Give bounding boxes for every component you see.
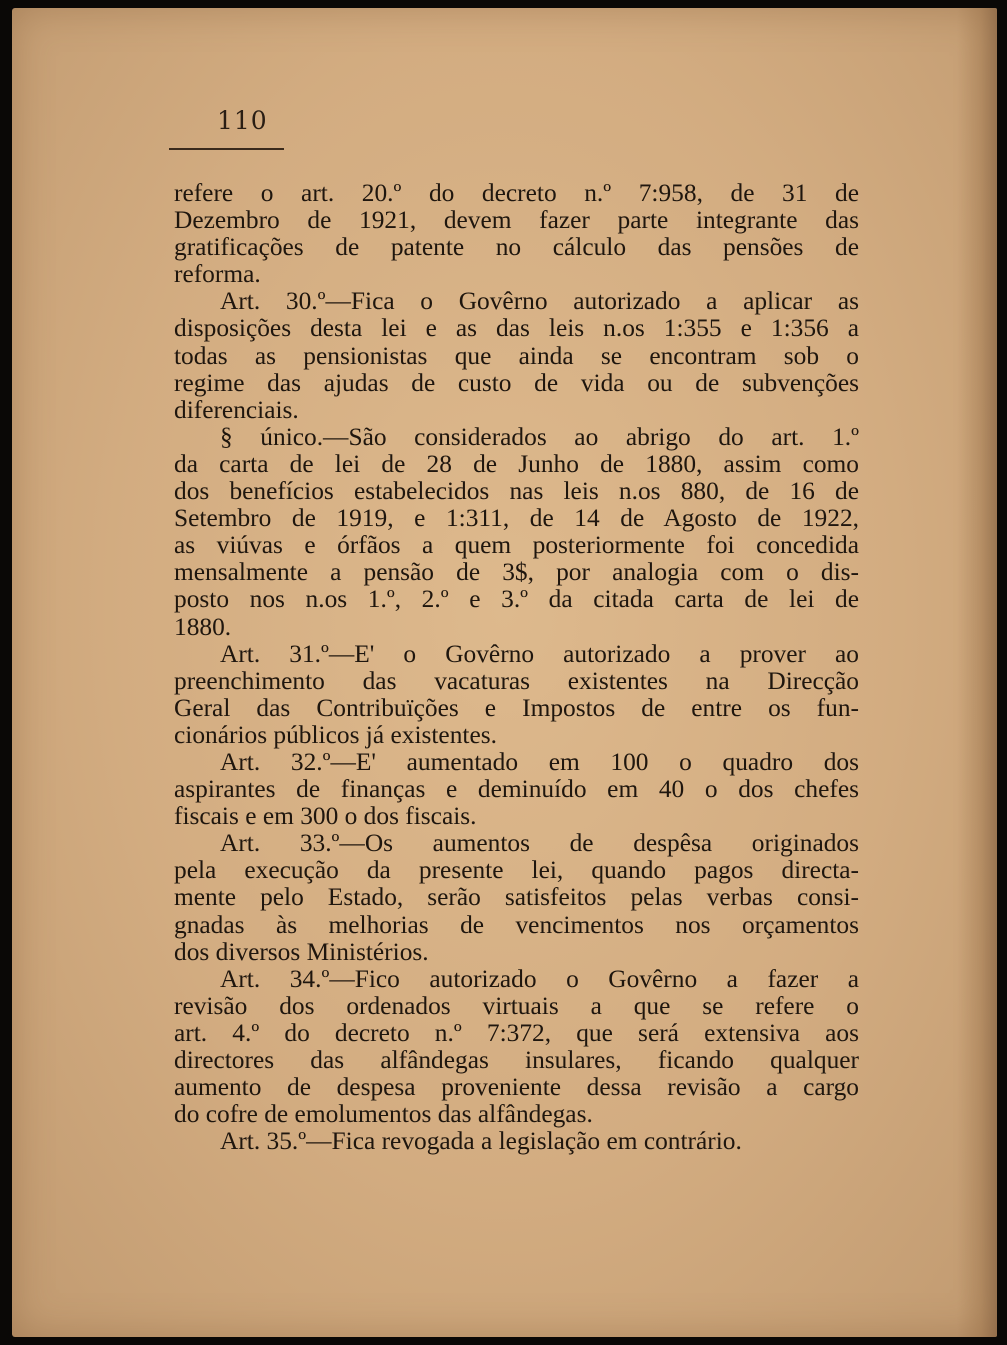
text-line: refere o art. 20.º do decreto n.º 7:958, de 31 de [174, 179, 859, 207]
paragraph-art-33 [174, 830, 859, 965]
text-line: as viúvas e órfãos a quem posteriormente foi concedida [174, 531, 859, 560]
text-line: todas as pensionistas que ainda se encontram sob o [174, 341, 859, 370]
text-line: fiscais e em 300 o dos fiscais. [174, 802, 477, 831]
text-line: mente pelo Estado, serão satisfeitos pelas verbas consi- [174, 883, 859, 912]
text-line: Art. 32.º—E' aumentado em 100 o quadro dos [220, 747, 859, 776]
text-line: dos benefícios estabelecidos nas leis n.os 880, de 16 de [174, 477, 859, 506]
text-line: aumento de despesa proveniente dessa revisão a cargo [174, 1073, 859, 1102]
text-line: gnadas às melhorias de vencimentos nos orçamentos [174, 910, 859, 939]
text-line: reforma. [174, 260, 261, 289]
paragraph-art-32 [174, 749, 859, 830]
text-line: dos diversos Ministérios. [174, 937, 429, 966]
text-line: Art. 33.º—Os aumentos de despêsa originados [220, 829, 859, 858]
page-number: 110 [217, 106, 268, 135]
page-number-rule [169, 148, 284, 150]
paragraph-unico [174, 424, 859, 641]
text-line: disposições desta lei e as das leis n.os 1:355 e 1:356 a [174, 314, 859, 343]
text-line: revisão dos ordenados virtuais a que se refere o [174, 991, 859, 1020]
text-line: regime das ajudas de custo de vida ou de subvenções [174, 368, 859, 397]
document-page [12, 8, 997, 1337]
text-line: § único.—São considerados ao abrigo do art. 1.º [220, 422, 859, 451]
text-line: diferenciais. [174, 395, 299, 424]
paragraph-continuation [174, 180, 859, 288]
paragraph-art-31 [174, 641, 859, 749]
text-line: Art. 34.º—Fico autorizado o Govêrno a fazer a [220, 964, 859, 993]
text-line: preenchimento das vacaturas existentes na Direcção [174, 666, 859, 695]
text-line: Art. 35.º—Fica revogada a legislação em contrário. [220, 1127, 742, 1156]
paragraph-art-35 [174, 1128, 859, 1155]
text-line: Setembro de 1919, e 1:311, de 14 de Agosto de 1922, [174, 504, 859, 533]
paragraph-art-30 [174, 288, 859, 423]
paragraph-art-34 [174, 966, 859, 1129]
text-line: directores das alfândegas insulares, ficando qualquer [174, 1046, 859, 1074]
text-line: art. 4.º do decreto n.º 7:372, que será extensiva aos [174, 1018, 859, 1047]
text-line: Dezembro de 1921, devem fazer parte integrante das [174, 206, 859, 235]
text-line: gratificações de patente no cálculo das pensões de [174, 233, 859, 262]
text-line: Art. 31.º—E' o Govêrno autorizado a prover ao [220, 639, 859, 668]
text-line: 1880. [174, 612, 232, 641]
text-line: Geral das Contribuïções e Impostos de entre os fun- [174, 693, 859, 722]
text-line: mensalmente a pensão de 3$, por analogia com o dis- [174, 558, 859, 587]
text-line: posto nos n.os 1.º, 2.º e 3.º da citada carta de lei de [174, 585, 859, 614]
text-line: Art. 30.º—Fica o Govêrno autorizado a aplicar as [220, 287, 859, 316]
text-line: da carta de lei de 28 de Junho de 1880, assim como [174, 449, 859, 478]
text-line: cionários públicos já existentes. [174, 720, 497, 749]
text-line: do cofre de emolumentos das alfândegas. [174, 1100, 593, 1129]
text-line: pela execução da presente lei, quando pagos directa- [174, 856, 859, 885]
body-text [174, 180, 859, 1155]
text-line: aspirantes de finanças e deminuído em 40 o dos chefes [174, 775, 859, 804]
